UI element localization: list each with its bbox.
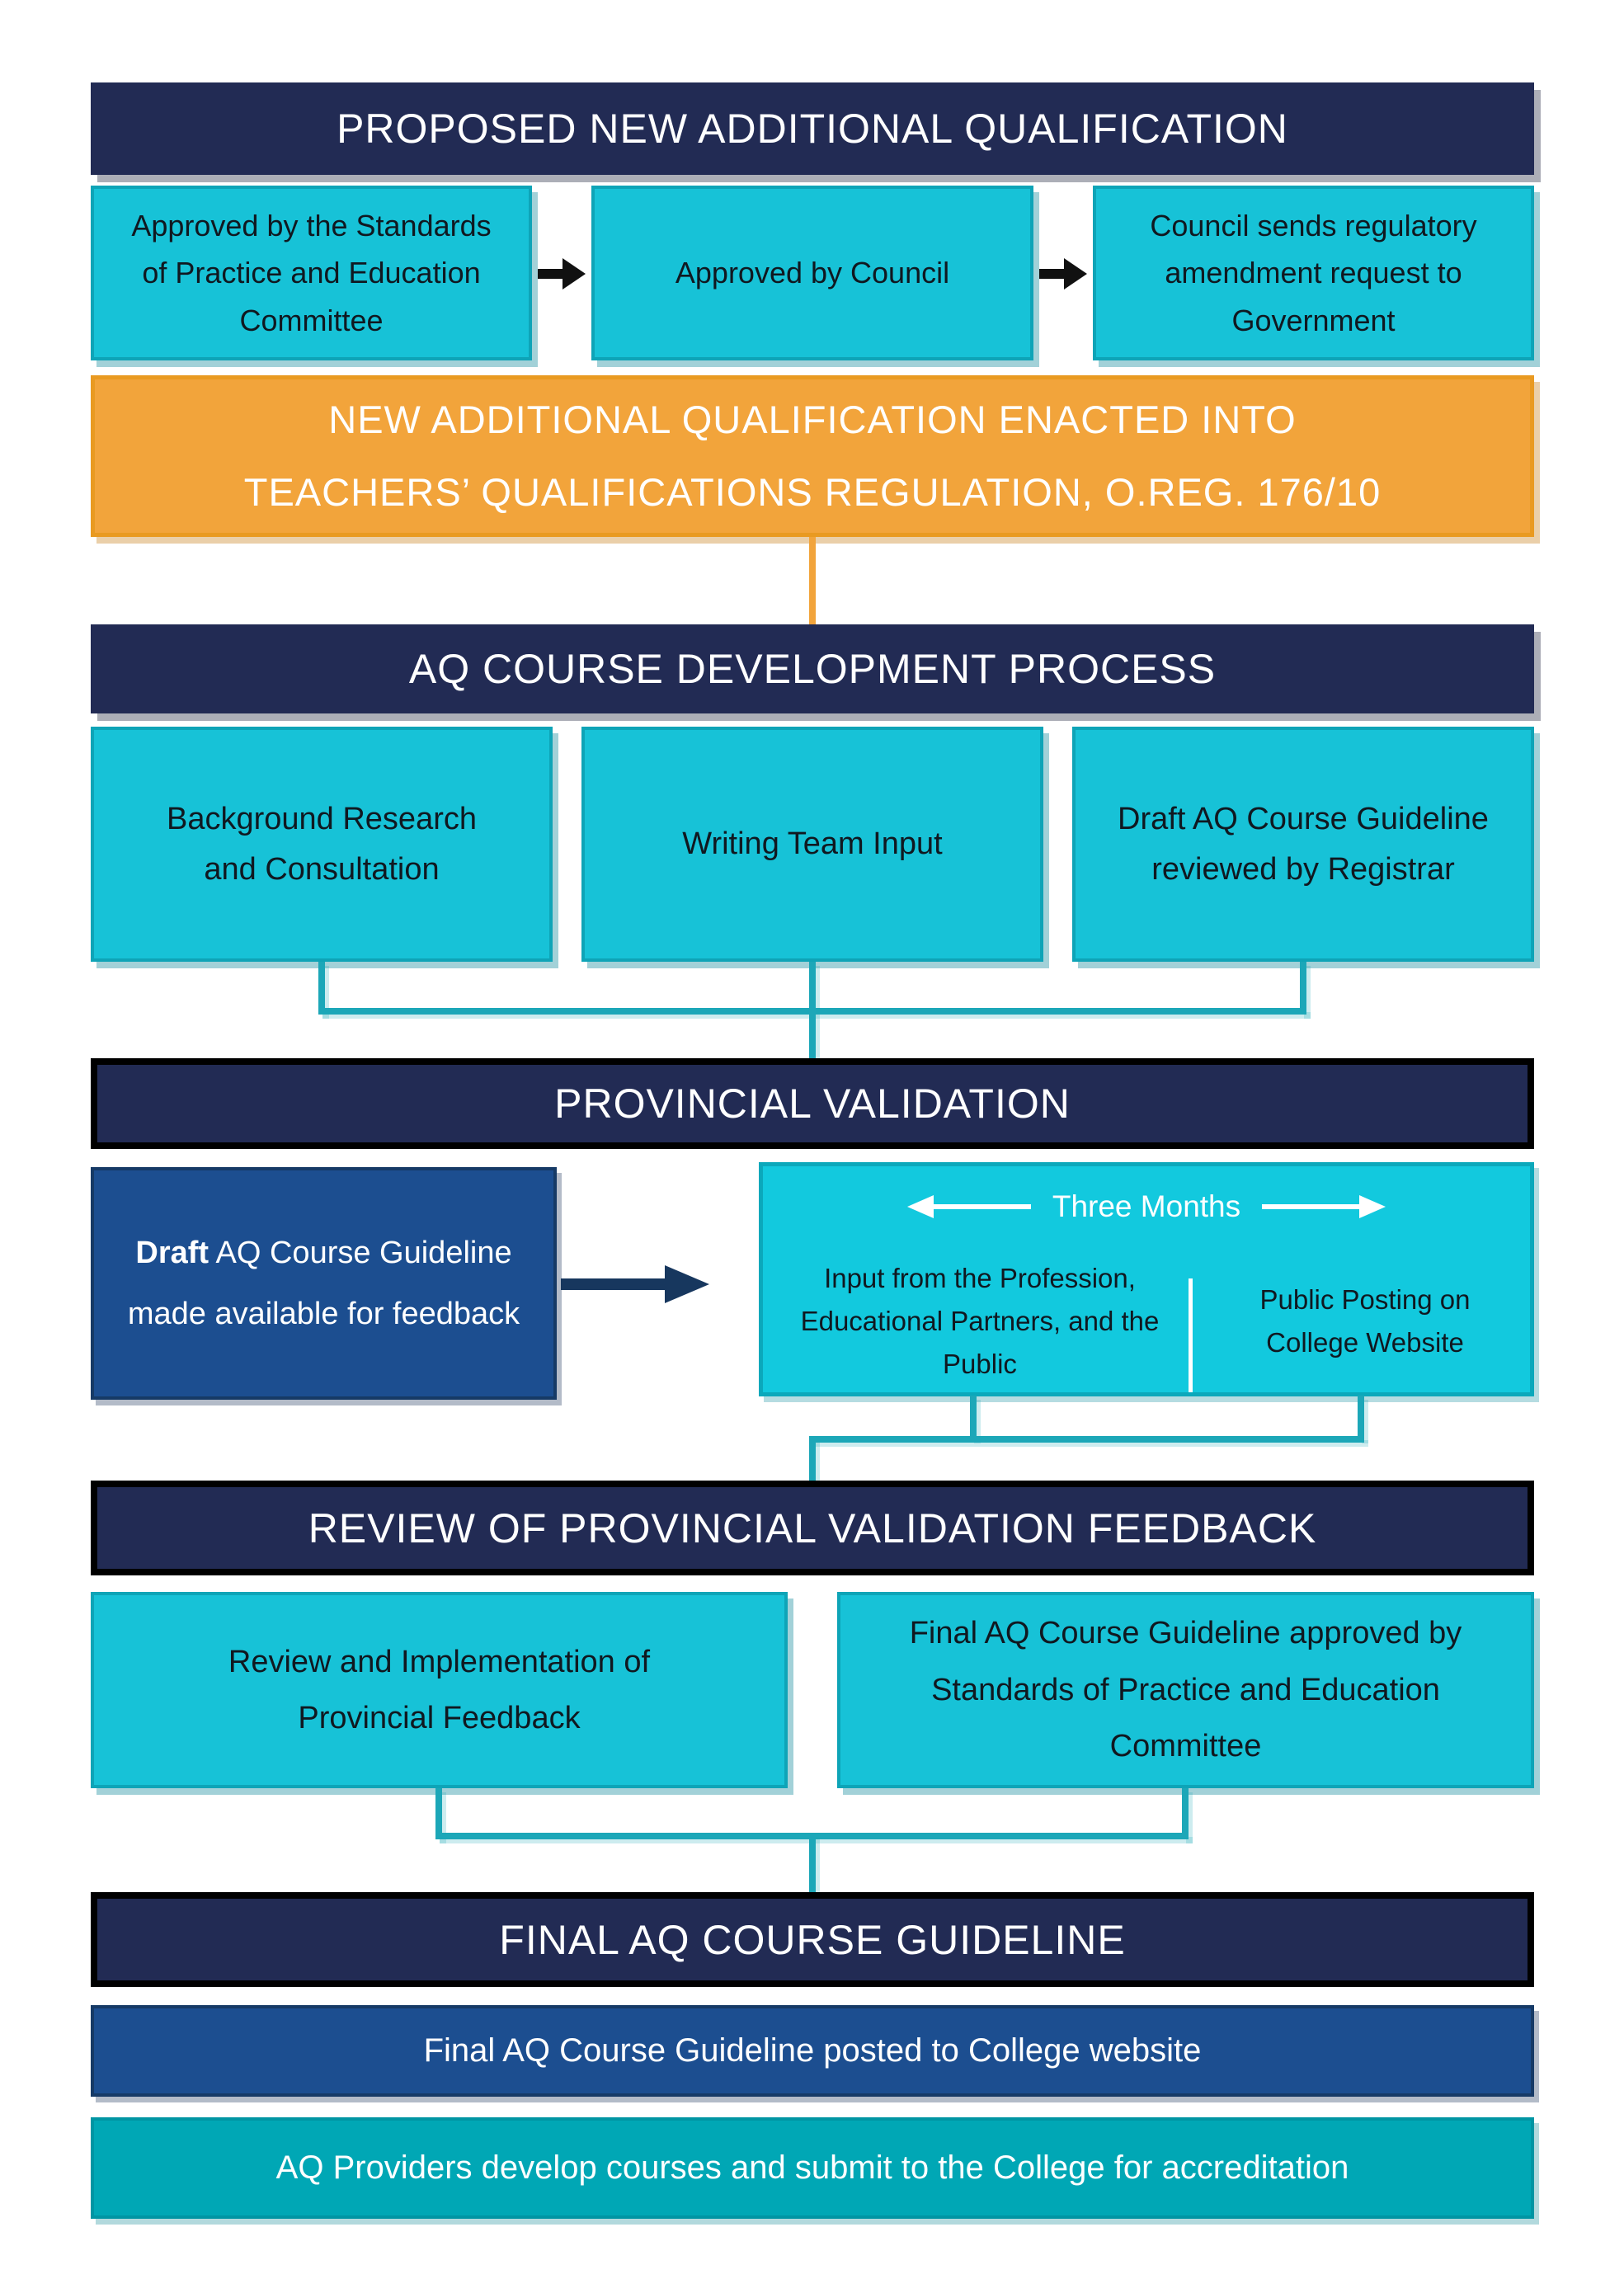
- connector-center-drop: [809, 1436, 816, 1481]
- banner-enacted-line1: NEW ADDITIONAL QUALIFICATION ENACTED INTO: [328, 398, 1297, 441]
- bar-posted-to-website-label: Final AQ Course Guideline posted to College website: [423, 2032, 1202, 2069]
- connector-left-stub: [435, 1788, 442, 1839]
- draft-bold-word: Draft: [135, 1235, 209, 1270]
- box-review-implementation-label: Review and Implementation of Provincial Feedback: [228, 1644, 651, 1735]
- box-council-regulatory-request: [1093, 186, 1534, 360]
- box-review-implementation: [91, 1592, 788, 1788]
- header-proposed-new-aq-label: PROPOSED NEW ADDITIONAL QUALIFICATION: [337, 106, 1288, 152]
- three-months-right-arrow-icon: [1262, 1195, 1386, 1218]
- bar-providers-accreditation-label: AQ Providers develop courses and submit to the College for accreditation: [275, 2149, 1349, 2186]
- box-final-approval: [837, 1592, 1534, 1788]
- three-months-left-arrow-icon: [907, 1195, 1031, 1218]
- box-approved-by-council: [591, 186, 1033, 360]
- header-final-guideline-label: FINAL AQ COURSE GUIDELINE: [499, 1916, 1126, 1963]
- header-review-feedback-label: REVIEW OF PROVINCIAL VALIDATION FEEDBACK: [308, 1504, 1317, 1551]
- connector-right-stub: [1300, 962, 1306, 1015]
- header-review-feedback: [91, 1481, 1534, 1575]
- connector-center-drop: [809, 962, 816, 1058]
- connector-right-stub: [1358, 1396, 1364, 1439]
- box-background-research: [91, 727, 553, 962]
- box-draft-guideline-feedback-label: [114, 1222, 534, 1344]
- header-aq-course-development-label: AQ COURSE DEVELOPMENT PROCESS: [408, 646, 1217, 692]
- box-approved-by-council-label: Approved by Council: [675, 256, 950, 290]
- box-background-research-label: Background Research and Consultation: [167, 801, 477, 887]
- cell-public-posting-label: Public Posting on College Website: [1259, 1283, 1471, 1358]
- box-writing-team-input: [581, 727, 1043, 962]
- box-council-regulatory-request-label: Council sends regulatory amendment request to Government: [1150, 208, 1477, 337]
- header-provincial-validation-label: PROVINCIAL VALIDATION: [554, 1081, 1071, 1127]
- box-writing-team-input-label: Writing Team Input: [682, 826, 943, 862]
- cell-input-sources-label: Input from the Profession, Educational Partners, and the Public: [800, 1262, 1160, 1380]
- header-proposed-new-aq: [91, 82, 1534, 175]
- box-approved-standards-committee-label: Approved by the Standards of Practice and Education Committee: [131, 208, 492, 337]
- connector-right-stub: [1182, 1788, 1189, 1839]
- bar-providers-accreditation: [91, 2117, 1534, 2219]
- flow-arrow-right-icon: [538, 258, 586, 290]
- flow-arrow-right-icon: [1039, 258, 1087, 290]
- box-final-approval-label: Final AQ Course Guideline approved by Standards of Practice and Education Committee: [909, 1616, 1462, 1764]
- cell-public-posting: [1212, 1255, 1518, 1387]
- column-divider: [1189, 1278, 1193, 1392]
- connector-center-drop: [809, 1833, 816, 1892]
- box-approved-standards-committee: [91, 186, 532, 360]
- connector-left-stub: [318, 962, 325, 1015]
- box-draft-guideline-feedback: [91, 1167, 557, 1400]
- bar-posted-to-website: [91, 2005, 1534, 2097]
- box-registrar-review: [1072, 727, 1534, 962]
- box-registrar-review-label: Draft AQ Course Guideline reviewed by Registrar: [1118, 801, 1489, 887]
- header-aq-course-development: [91, 624, 1534, 713]
- box-provincial-validation-period: [759, 1162, 1534, 1396]
- banner-enacted-line2: TEACHERS’ QUALIFICATIONS REGULATION, O.REG. 176/10: [243, 470, 1382, 514]
- header-final-guideline: [91, 1892, 1534, 1987]
- connector-left-stub: [970, 1396, 977, 1439]
- header-provincial-validation: [91, 1058, 1534, 1149]
- connector-orange-vertical: [809, 537, 816, 624]
- draft-rest-text: AQ Course Guideline made available for feedback: [127, 1235, 520, 1331]
- banner-enacted-regulation: [91, 375, 1534, 537]
- feedback-arrow-right-icon: [561, 1259, 709, 1310]
- three-months-row: [763, 1189, 1530, 1224]
- cell-input-sources: [786, 1255, 1174, 1387]
- three-months-label: Three Months: [1052, 1189, 1241, 1223]
- connector-horizontal-merge: [809, 1436, 1364, 1443]
